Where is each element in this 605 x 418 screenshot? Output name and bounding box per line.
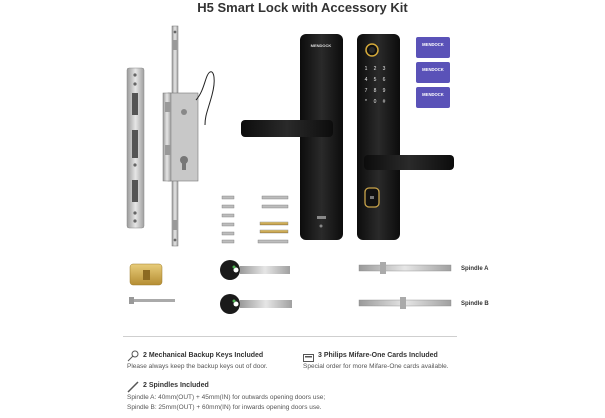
keypad-key: 9 — [382, 88, 386, 94]
spindles — [359, 262, 451, 309]
cards-title: 3 Philips Mifare-One Cards Included — [318, 352, 438, 359]
divider — [123, 336, 457, 337]
keypad-key: 1 — [364, 66, 368, 72]
keypad-key: 0 — [373, 99, 377, 105]
keys-text: Please always keep the backup keys out of door. — [127, 363, 268, 370]
svg-text:MENDOCK: MENDOCK — [422, 67, 444, 72]
euro-cylinder — [129, 264, 175, 304]
page-title: H5 Smart Lock with Accessory Kit — [197, 0, 408, 15]
screws — [222, 196, 288, 243]
keypad-key: 7 — [364, 88, 368, 94]
keypad-key: 5 — [373, 77, 377, 83]
keypad-key: 2 — [373, 66, 377, 72]
svg-text:MENDOCK: MENDOCK — [422, 92, 444, 97]
brand-logo: MENDOCK — [310, 43, 332, 48]
backup-keys — [220, 260, 292, 314]
outer-handle — [241, 34, 343, 240]
spindle-a-text: Spindle A: 40mm(OUT) + 45mm(IN) for outwards opening doors use; — [127, 394, 326, 401]
keypad-key: * — [365, 99, 367, 105]
keypad-key: 6 — [382, 77, 386, 83]
keypad-key: 3 — [382, 66, 386, 72]
strike-plate — [127, 68, 144, 228]
spindles-title: 2 Spindles Included — [143, 382, 209, 389]
spindle-b-label: Spindle B — [461, 301, 489, 307]
spindle-a-label: Spindle A — [461, 266, 489, 272]
keys-title: 2 Mechanical Backup Keys Included — [143, 352, 264, 359]
spindle-b-text: Spindle B: 25mm(OUT) + 60mm(IN) for inwards opening doors use. — [127, 404, 322, 411]
keypad-key: # — [382, 99, 386, 105]
cards-text: Special order for more Mifare-One cards available. — [303, 363, 449, 370]
keypad-key: 4 — [364, 77, 368, 83]
svg-text:MENDOCK: MENDOCK — [422, 42, 444, 47]
mifare-cards — [416, 37, 450, 108]
mortise-lock — [163, 26, 214, 246]
keypad-key: 8 — [373, 88, 377, 94]
